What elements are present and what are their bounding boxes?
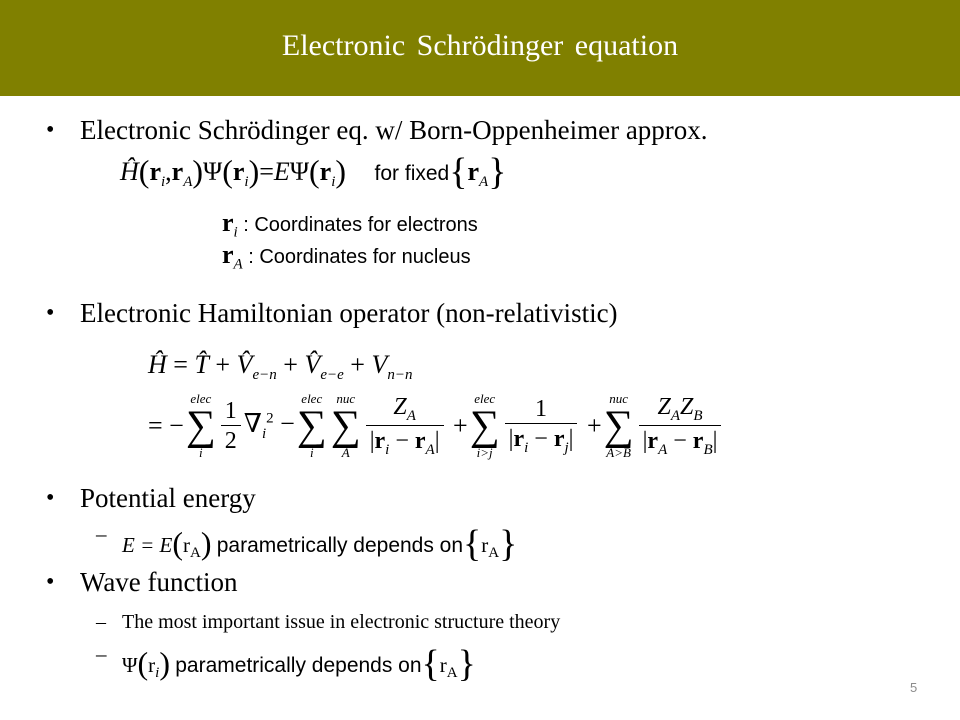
- bullet-3-text: Potential energy: [80, 483, 256, 513]
- potential-energy-subitem: – $E = E(r_A)$ parametrically depends $on\{r_A\}$: [96, 522, 518, 565]
- bullet-1: [46, 113, 708, 147]
- hamiltonian-expansion: = − elec ∑ i $\frac{1}{2}$ $\nabla_i^2$ − elec ∑ i nuc ∑ A $\frac{Z_A}{|r_i - r_A|}$ + elec ∑ i>j $\frac{1}{|r_i - r_j|}$ + nuc ∑ A>B $\frac{Z_AZ_B}{|r_A - r_B|}$: [148, 392, 724, 460]
- dash: –: [96, 611, 106, 633]
- slide-title: Electronic Schrödinger equation: [281, 29, 679, 62]
- electron-coord-def: $r_i$ : Coordinates for electrons: [222, 208, 478, 241]
- bullet-1-text: Electronic Schrödinger eq. w/ Born-Oppenheimer approx.: [80, 115, 708, 145]
- for-fixed-label: for fixed: [374, 162, 450, 185]
- bullet-dot: •: [46, 485, 55, 511]
- potential-depends-text: parametrically depends on: [216, 534, 464, 557]
- nucleus-coord-def: $r_A$ : Coordinates for nucleus: [222, 240, 471, 273]
- schrodinger-equation: $Ĥ(r_i,r_A)\Psi(r_i)=E\Psi(r_i)$ for $fixed\{r_A\}$: [120, 151, 507, 193]
- bullet-dot: •: [46, 569, 55, 595]
- wavefunction-subitem-2: – $\Psi(r_i)$ parametrically depends $on\{r_A\}$: [96, 642, 476, 685]
- wavefunction-subitem-1: [96, 611, 561, 634]
- title-bar: [0, 0, 960, 96]
- hamiltonian-definition: Ĥ = T̂ + $V̂_{e-n}$ + $V̂_{e-e} + V_{n-n}$: [148, 350, 413, 384]
- bullet-4: [46, 565, 238, 599]
- nucleus-coord-text: : Coordinates for nucleus: [248, 246, 471, 268]
- bullet-2-text: Electronic Hamiltonian operator (non-relativistic): [80, 298, 618, 328]
- page-number: 5: [910, 680, 918, 695]
- dash: –: [96, 642, 107, 666]
- bullet-dot: •: [46, 117, 55, 143]
- bullet-dot: •: [46, 300, 55, 326]
- bullet-2: [46, 296, 618, 330]
- wavefunction-depends-text: parametrically depends on: [175, 654, 422, 677]
- bullet-4-text: Wave function: [80, 567, 238, 597]
- bullet-3: [46, 481, 256, 515]
- wavefunction-importance-text: The most important issue in electronic structure theory: [122, 611, 561, 633]
- electron-coord-text: : Coordinates for electrons: [243, 214, 478, 236]
- energy-expression: E = E: [122, 533, 173, 557]
- dash: –: [96, 522, 107, 546]
